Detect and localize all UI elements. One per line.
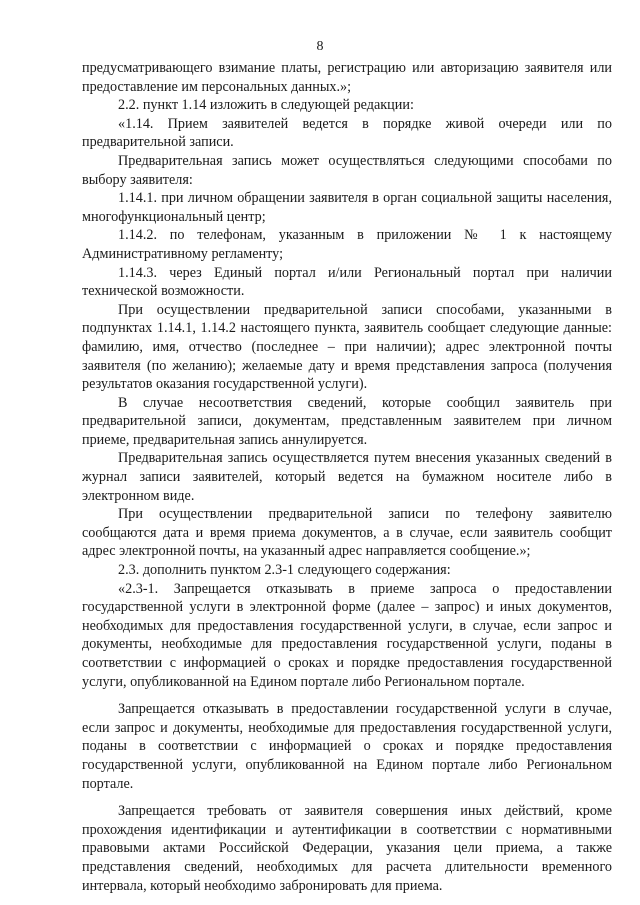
paragraph-item-2-3: 2.3. дополнить пунктом 2.3-1 следующего содержания: — [118, 562, 451, 579]
paragraph-prohibit-refusal: Запрещается отказывать в предоставлении государственной услуги в случае, если запрос и документы, необходимые для предоставления государственной услуги, поданы в соответствии с информацией о сроках и порядке предоставления государственной услуги, опубликованной на Едином портале либо Региональном портале. — [82, 701, 612, 792]
paragraph-mismatch: В случае несоответствия сведений, которые сообщил заявитель при предварительной записи, документам, представленным заявителем при личном приеме, предварительная запись аннулируется. — [82, 394, 612, 448]
paragraph-1-14-3: 1.14.3. через Единый портал и/или Региональный портал при наличии технической возможности. — [82, 264, 612, 300]
paragraph-1-14: «1.14. Прием заявителей ведется в порядке живой очереди или по предварительной записи. — [82, 115, 612, 151]
paragraph-item-2-2: 2.2. пункт 1.14 изложить в следующей редакции: — [118, 97, 414, 114]
page-number: 8 — [316, 39, 324, 54]
paragraph-continuation: предусматривающего взимание платы, регистрацию или авторизацию заявителя или предоставление им персональных данных.»; — [82, 60, 612, 95]
paragraph-phone-record: При осуществлении предварительной записи по телефону заявителю сообщаются дата и время приема документов, а в случае, если заявитель сообщит адрес электронной почты, на указанный адрес направляется сообщение.»; — [82, 506, 612, 560]
paragraph-record-data: При осуществлении предварительной записи способами, указанными в подпунктах 1.14.1, 1.14.2 настоящего пункта, заявитель сообщает следующие данные: фамилию, имя, отчество (последнее – при наличии); адрес электронной почты заявителя (по желанию); желаемые дату и время представления запроса (получения результатов оказания государственной услуги). — [82, 301, 612, 393]
paragraph-1-14-2: 1.14.2. по телефонам, указанным в приложении № 1 к настоящему Административному регламенту; — [82, 227, 612, 262]
paragraph-preliminary-record: Предварительная запись может осуществляться следующими способами по выбору заявителя: — [82, 152, 612, 188]
paragraph-journal: Предварительная запись осуществляется путем внесения указанных сведений в журнал записи заявителей, который ведется на бумажном носителе либо в электронном виде. — [82, 450, 612, 504]
paragraph-1-14-1: 1.14.1. при личном обращении заявителя в орган социальной защиты населения, многофункциональный центр; — [82, 190, 612, 225]
document-body — [82, 59, 612, 895]
paragraph-2-3-1: «2.3-1. Запрещается отказывать в приеме запроса о предоставлении государственной услуги в электронной форме (далее – запрос) и иных документов, необходимых для предоставления государственной услуги, в случае, если запрос и документы, необходимые для предоставления государственной услуги, поданы в соответствии с информацией о сроках и порядке предоставления государственной услуги, опубликованной на Едином портале либо Региональном портале. — [82, 580, 612, 690]
paragraph-prohibit-actions: Запрещается требовать от заявителя совершения иных действий, кроме прохождения идентификации и аутентификации в соответствии с нормативными правовыми актами Российской Федерации, указания цели приема, а также представления сведений, необходимых для расчета длительности временного интервала, который необходимо забронировать для приема. — [82, 803, 612, 894]
